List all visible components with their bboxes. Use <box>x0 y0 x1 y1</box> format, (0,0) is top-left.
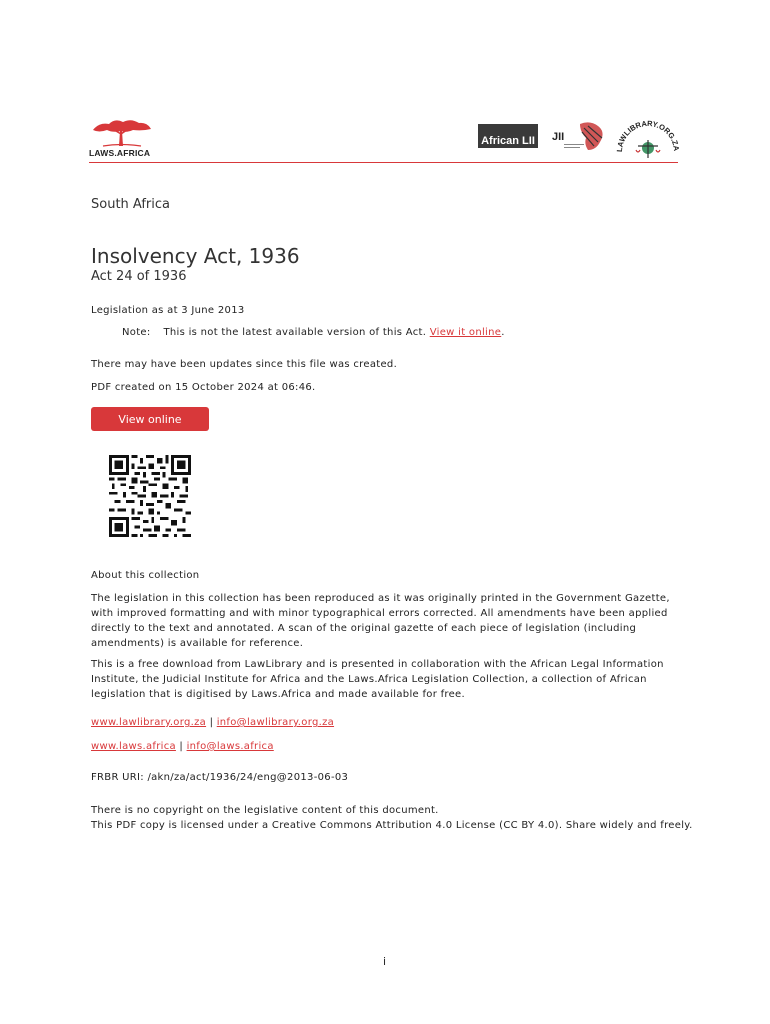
africanlii-logo: African LII <box>478 124 538 148</box>
about-paragraph-2: This is a free download from LawLibrary and is presented in collaboration with the African Legal Information Institute, the Judicial Institute for Africa and the Laws.Africa Legislation Collection, a collection of African legislation that is digitised by Laws.Africa and made available for free. <box>91 659 664 700</box>
version-note <box>122 327 505 338</box>
created-date: PDF created on 15 October 2024 at 06:46. <box>91 382 316 393</box>
page-number: i <box>383 955 387 968</box>
about-heading: About this collection <box>91 570 200 581</box>
lawlibrary-links <box>91 717 334 728</box>
laws-africa-logo-text: LAWS.AFRICA <box>89 148 151 158</box>
updates-notice: There may have been updates since this file was created. <box>91 359 398 370</box>
qr-code-icon[interactable] <box>107 455 193 537</box>
jurisdiction-label: South Africa <box>91 197 170 212</box>
lawlibrary-logo-text: LAWLIBRARY.ORG.ZA <box>614 118 682 153</box>
link-separator: | <box>179 741 184 752</box>
lawlibrary-email-link[interactable]: info@lawlibrary.org.za <box>216 717 335 728</box>
about-paragraph-1: The legislation in this collection has been reproduced as it was originally printed in the Government Gazette, with improved formatting and with minor typographical errors corrected. All amendments have been applied directly to the text and annotated. A scan of the original gazette of each piece of legislation (including amendments) is available for reference. <box>91 593 670 649</box>
document-subtitle: Act 24 of 1936 <box>91 269 187 284</box>
link-separator: | <box>209 717 214 728</box>
legislation-date: Legislation as at 3 June 2013 <box>91 305 245 316</box>
note-text: This is not the latest available version of this Act. <box>163 327 430 338</box>
note-suffix: . <box>501 327 505 338</box>
laws-africa-links <box>91 741 274 752</box>
document-title: Insolvency Act, 1936 <box>91 244 300 268</box>
view-online-link[interactable]: View it online <box>429 327 502 338</box>
jii-logo-text: JII <box>552 131 565 143</box>
lawlibrary-site-link[interactable]: www.lawlibrary.org.za <box>91 717 207 728</box>
note-label: Note: <box>122 327 151 338</box>
jii-logo-icon <box>550 120 608 154</box>
header-divider <box>89 162 678 163</box>
view-online-button[interactable]: View online <box>91 407 209 431</box>
copyright-notice: There is no copyright on the legislative content of this document. <box>91 805 439 816</box>
laws-africa-email-link[interactable]: info@laws.africa <box>186 741 274 752</box>
license-notice: This PDF copy is licensed under a Creative Commons Attribution 4.0 License (CC BY 4.0). Share widely and freely. <box>91 820 693 831</box>
laws-africa-site-link[interactable]: www.laws.africa <box>91 741 176 752</box>
lawlibrary-logo-icon <box>612 112 682 162</box>
frbr-uri: FRBR URI: /akn/za/act/1936/24/eng@2013-06-03 <box>91 772 349 783</box>
